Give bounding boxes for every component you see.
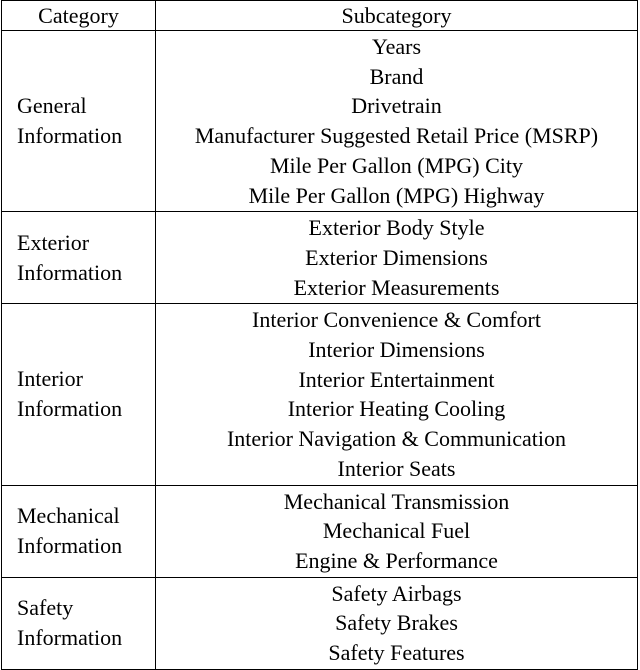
category-label: Information [17,259,123,285]
table-row [2,485,638,577]
category-label: General [17,93,87,119]
subcategory-item: Manufacturer Suggested Retail Price (MSRP) [194,123,599,149]
subcategory-item: Safety Features [328,640,465,666]
category-cell [2,577,156,669]
category-label: Exterior [17,229,90,255]
subcategory-item: Mechanical Fuel [322,518,471,544]
subcategory-item: Interior Convenience & Comfort [252,307,541,333]
subcategory-item: Mile Per Gallon (MPG) City [270,152,523,178]
subcategory-cell [156,31,638,212]
subcategory-item: Safety Brakes [335,610,458,636]
table-body [2,31,638,670]
category-table [1,0,638,670]
subcategory-cell [156,485,638,577]
category-cell [2,212,156,304]
subcategory-item: Interior Entertainment [298,366,495,392]
table-row [2,304,638,485]
subcategory-item: Interior Dimensions [308,337,485,363]
subcategory-cell [156,577,638,669]
subcategory-item: Engine & Performance [295,547,498,573]
table-row [2,577,638,669]
subcategory-item: Mile Per Gallon (MPG) Highway [248,182,545,208]
category-label: Information [17,625,123,651]
subcategory-item: Drivetrain [351,93,442,119]
category-cell [2,31,156,212]
category-label: Information [17,123,123,149]
subcategory-cell [156,212,638,304]
subcategory-item: Safety Airbags [331,580,462,606]
subcategory-cell [156,304,638,485]
table-row [2,212,638,304]
subcategory-item: Brand [369,63,424,89]
category-label: Safety [17,595,74,621]
category-cell [2,485,156,577]
table-row [2,31,638,212]
subcategory-item: Interior Navigation & Communication [226,426,567,452]
subcategory-item: Interior Heating Cooling [287,396,506,422]
subcategory-item: Interior Seats [337,455,456,481]
header-subcategory: Subcategory [156,1,638,31]
category-label: Information [17,533,123,559]
subcategory-item: Exterior Body Style [308,215,485,241]
category-cell [2,304,156,485]
category-label: Interior [17,366,83,392]
header-category: Category [2,1,156,31]
category-label: Information [17,396,123,422]
subcategory-item: Mechanical Transmission [283,488,510,514]
header-row [2,1,638,31]
subcategory-item: Years [371,34,422,59]
subcategory-item: Exterior Measurements [293,274,500,300]
subcategory-item: Exterior Dimensions [305,244,488,270]
category-label: Mechanical [17,503,120,529]
